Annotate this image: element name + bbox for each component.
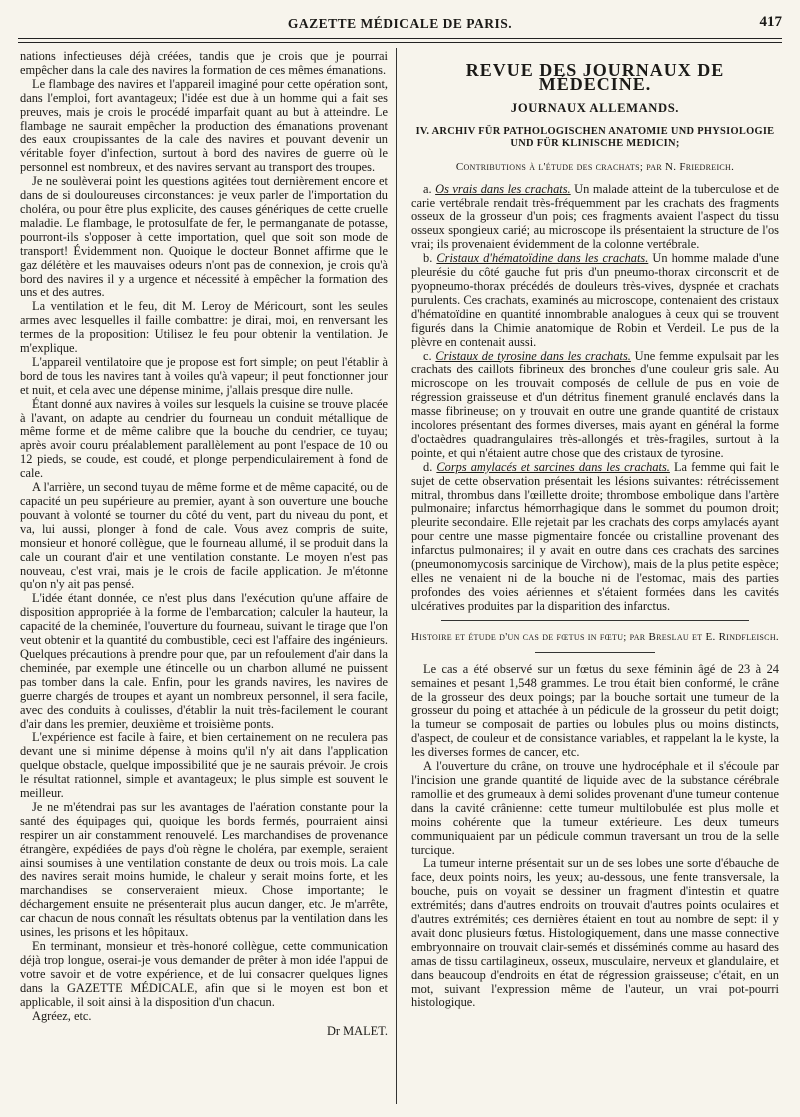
item-text: Un homme malade d'une pleurésie du côté gauche fut pris d'un pneumo-thorax circonscrit et de pyopneumo-thorax précédés de douleurs très-vives, dyspnée et crachats purulents. Ces crachats, examinés au microscope, contenaient des cristaux d'hématoïdine en quantité innombrable analogues à ceux qui se trouvent figurés dans la Chimie anatomique de Robin et Verdeil. Le pus de la plèvre en contenait aussi. bbox=[411, 251, 779, 349]
paragraph: L'appareil ventilatoire que je propose est fort simple; on peut l'établir à bord de tous les navires tant à voiles qu'à vapeur; il peut fonctionner jour et nuit, et cela avec une dépense minime, j'allais presque dire nulle. bbox=[20, 354, 388, 397]
article-paragraph bbox=[411, 461, 779, 614]
item-text: Un malade atteint de la tuberculose et de carie vertébrale rendait très-fréquemment par les crachats des fragments osseux de la grosseur d'un pois; ces fragments avaient l'aspect du tissu osseux spongieux carié; au microscope ils présentaient la structure de l'os vrai; ils provenaient évidemment de la colonne vertébrale. bbox=[411, 181, 779, 252]
column-divider bbox=[396, 48, 397, 1104]
paragraph: Je ne m'étendrai pas sur les avantages de l'aération constante pour la santé des équipages qui, quoique les bords fermés, pourraient ainsi respirer un air constamment renouvelé. Les marchandises de provenance étrangère, expédiées de pays d'où règne le choléra, par exemple, seraient ainsi soumises à une ventilation constante de deux ou trois mois. La cale des navires serait moins humide, le chaleur y serait moins forte, et les marchandises se conserveraient mieux. Chose importante; le déchargement ensuite ne présenterait plus aucun danger, etc. Je m'arrête, car chacun de nous connaît les résultats obtenus par la ventilation dans les usines, les prisons et les hôpitaux. bbox=[20, 799, 388, 940]
item-text: Une femme expulsait par les crachats des caillots fibrineux des bronches d'une couleur gris sale. Au microscope on les trouvait composés de cellule de pus en voie de régression graisseuse et d'un détritus finement granulé enclavés dans la masse fibrineuse; on y trouvait en outre une grande quantité de cristaux incolores présentant des formes diverses, mais ayant en général la forme d'octaèdres quadrangulaires très-allongés et très-fragiles, surtout à la pointe, et qui n'étaient autre chose que des cristaux de tyrosine. bbox=[411, 348, 779, 460]
paragraph: nations infectieuses déjà créées, tandis que je crois que je pourrai empêcher dans la cale des navires la formation de ces mêmes émanations. bbox=[20, 49, 388, 77]
subsection-title: JOURNAUX ALLEMANDS. bbox=[510, 100, 680, 115]
article-title: Histoire et étude d'un cas de fœtus in fœtu; par Breslau et E. Rindfleisch. bbox=[411, 630, 779, 643]
left-column bbox=[20, 50, 388, 1039]
article-paragraph: La tumeur interne présentait sur un de ses lobes une sorte d'ébauche de face, deux points noirs, les yeux; au-dessous, une fente transversale, la bouche, puis on voyait se dessiner un fragment d'intestin et quatre extrémités; dans d'autres endroits on trouvait d'autres points oculaires et d'autres extrémités; ces dernières étaient en tout au nombre de sept: il y avait donc plusieurs fœtus. Histologiquement, dans une masse connective embryonnaire on trouvait clair-semés et disséminés comme au hasard des amas de tissu cartilagineux, osseux, musculaire, nerveux et glandulaire, et dans beaucoup d'endroits en état de régression graisseuse; c'était, en un mot, suivant l'expression même de l'auteur, un vrai pot-pourri histologique. bbox=[411, 856, 779, 1010]
section-title: REVUE DES JOURNAUX DE MÉDECINE. bbox=[465, 60, 725, 94]
journal-header-title: GAZETTE MÉDICALE DE PARIS. bbox=[287, 16, 513, 31]
article-paragraph bbox=[411, 252, 779, 349]
item-heading: Cristaux de tyrosine dans les crachats. bbox=[435, 348, 631, 363]
item-label: a. bbox=[423, 181, 432, 196]
paragraph: La ventilation et le feu, dit M. Leroy de Méricourt, sont les seules armes avec lesquelles il faille combattre: je dirai, moi, en renversant les termes de la proposition: Utilisez le feu pour obtenir la ventilation. Je m'explique. bbox=[20, 299, 388, 356]
paragraph: Je ne soulèverai point les questions agitées tout dernièrement encore et dans de si douloureuses circonstances: je veux parler de l'importation du choléra, ou pour être plus explicite, des causes génériques de cette cruelle maladie. Le flambage, le protosulfate de fer, le permanganate de potasse, pourront-ils s'opposer à cette importation, quel que soit son mode de transport! Évidemment non. Quoique le docteur Bonnet affirme que le gaz délétère et les mauvaises odeurs n'ont pas de connexion, je crois qu'à bord des navires il y a urgence et nécessité à empêcher la formation des uns et des autres. bbox=[20, 174, 388, 300]
paragraph: En terminant, monsieur et très-honoré collègue, cette communication déjà trop longue, oserai-je vous demander de prêter à mon idée l'appui de votre savoir et de votre expérience, et de lui consacrer quelques lignes dans la GAZETTE MÉDICALE, afin que si le moyen est bon et applicable, il soit ainsi à la disposition d'un chacun. bbox=[20, 939, 388, 1009]
header-rule bbox=[18, 38, 782, 43]
right-column bbox=[411, 50, 779, 1010]
article-paragraph: Le cas a été observé sur un fœtus du sexe féminin âgé de 23 à 24 semaines et pesant 1,548 grammes. Le trou était bien conformé, le crâne de la grosseur des deux poings; par la bouche sortait une tumeur de la grosseur du poing et attachée à un pédicule de la grosseur du petit doigt; la tumeur se composait de parties ou lobules plus ou moins distincts, d'aspect, de couleur et de consistance variables, et rappelant la le kyste, la les diverses formes de cancer, etc. bbox=[411, 661, 779, 760]
item-label: d. bbox=[423, 459, 433, 474]
paragraph: Étant donné aux navires à voiles sur lesquels la cuisine se trouve placée à l'avant, on adapte au cendrier du fourneau un conduit métallique de même forme et de même calibre que la bouche du cendrier, ce tuyau; après avoir couru préalablement parallèlement au pont l'espace de 10 ou 12 pieds, se coude, est coudé, et plonge perpendiculairement à fond de cale. bbox=[20, 396, 388, 481]
item-label: b. bbox=[423, 251, 433, 266]
article-paragraph: A l'ouverture du crâne, on trouve une hydrocéphale et il s'écoule par l'incision une grande quantité de liquide avec de la substance cérébrale ramollie et des grumeaux à demi solides provenant d'une tumeur contenue dans la cavité crânienne: cette tumeur multilobulée est plus molle et moins cohérente que la tumeur extérieure. Les deux tumeurs communiquaient par un pédicule commun traversant un trou de la selle turcique. bbox=[411, 759, 779, 857]
page-number: 417 bbox=[759, 14, 782, 30]
paragraph: L'expérience est facile à faire, et bien certainement on ne reculera pas devant une si minime dépense à moins qu'il n'y ait dans l'application quelque obstacle, quelque impossibilité que je ne saurais prévoir. Je crois le résultat rationnel, simple et avantageux; le plus simple est souvent le meilleur. bbox=[20, 730, 388, 801]
item-heading: Corps amylacés et sarcines dans les crachats. bbox=[436, 459, 670, 474]
paragraph: Le flambage des navires et l'appareil imaginé pour cette opération sont, dans l'emploi, fort avantageux; l'idée est due à un homme qui a fait ses preuves, mais je crois le procédé imparfait quant au but à atteindre. Le flambage ne saurait empêcher la production des émanations provenant des eaux croupissantes de la cale des navires et pouvant devenir un véritable foyer d'infection, surtout à bord des navires de guerre où le personnel est nombreux, et des navires servant au transport des troupes. bbox=[20, 76, 388, 175]
item-heading: Os vrais dans les crachats. bbox=[435, 181, 571, 196]
journal-title: IV. ARCHIV FÜR PATHOLOGISCHEN ANATOMIE UND PHYSIOLOGIE UND FÜR KLINISCHE MEDICIN; bbox=[415, 125, 775, 150]
paragraph: A l'arrière, un second tuyau de même forme et de même capacité, ou de capacité un peu supérieure au premier, ayant à son ouverture une bouche pouvant à volonté se tourner du côté du vent, part du niveau du pont, et va, lui aussi, plonger à fond de cale. Vous avez compris de suite, monsieur et honoré collègue, que le fourneau allumé, il se produit dans la cale un courant d'air et une ventilation constante. Le moyen n'est pas nouveau, c'est vrai, mais je le crois de facile application. Je m'étonne qu'on n'y ait pas pensé. bbox=[20, 480, 388, 592]
separator-rule bbox=[535, 652, 655, 653]
paragraph: Agréez, etc. bbox=[32, 1008, 92, 1023]
item-heading: Cristaux d'hématoïdine dans les crachats. bbox=[436, 251, 649, 266]
article-paragraph bbox=[411, 183, 779, 253]
signature: Dr MALET. bbox=[326, 1024, 388, 1039]
paragraph: L'idée étant donnée, ce n'est plus dans l'exécution qu'une affaire de disposition appropriée à la forme de l'embarcation; calculer la hauteur, la capacité de la cheminée, l'ouverture du fourneau, suivant le tirage que l'on veut obtenir et la quantité du combustible, ceci est l'affaire des ingénieurs. Quelques précautions à prendre pour que, par un refoulement d'air dans la cheminée, par exemple une étincelle ou un charbon allumé ne puissent pas tomber dans la cale. Enfin, pour les grands navires, les navires de guerre chargés de troupes et ayant un nombreux personnel, il sera facile, avec des conduits à coulisses, d'établir la nuit très-facilement le courant d'air dans les premier, deuxième et troisième ponts. bbox=[20, 591, 388, 731]
article-paragraph bbox=[411, 350, 779, 461]
separator-rule bbox=[441, 620, 749, 621]
item-text: La femme qui fait le sujet de cette observation présentait les lésions suivantes: rétrécissement mitral, thrombus dans l'œillette droite; thrombose embolique dans l'artère pulmonaire; infarctus hémorrhagique dans le sommet du poumon droit; pleurite secondaire. Elle rejetait par les crachats des corps amylacés ayant pour centre une masse pigmentaire foncée ou cristalline provenant des infarctus pulmonaires; il y avait en outre dans ces crachats des sarcines (pneumonomycosis sarcinique de Virchow), mais de la plus petite espèce; elles ne venaient ni de la bouche ni de l'estomac, mais des parties profondes des voies aériennes et s'étaient formées dans les cavités ulcératives produites par la disparition des infarctus. bbox=[411, 459, 779, 613]
article-title: Contributions à l'étude des crachats; par N. Friedreich. bbox=[455, 160, 735, 173]
page-header bbox=[18, 10, 782, 38]
item-label: c. bbox=[423, 348, 432, 363]
